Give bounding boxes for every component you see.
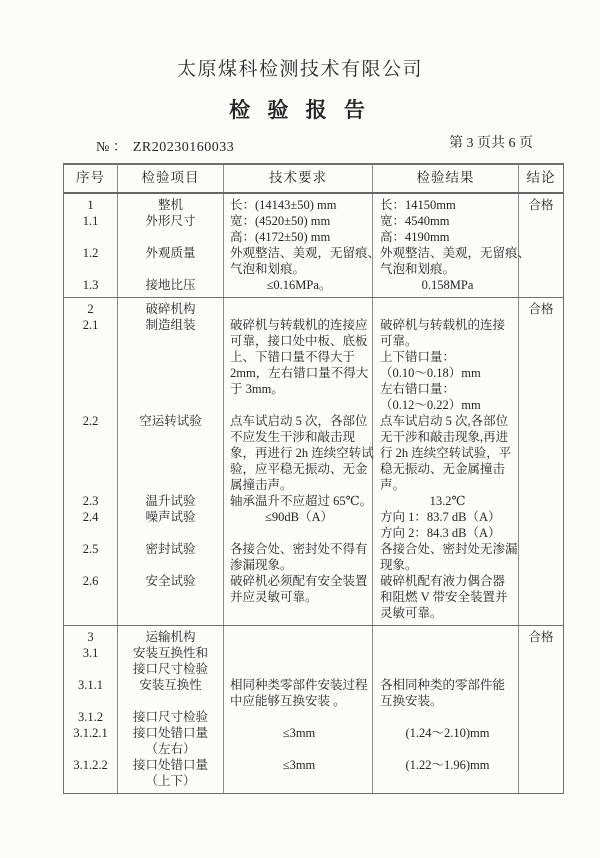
- item-cell: 密封试验: [145, 542, 196, 556]
- item-cell: 整机: [157, 198, 183, 212]
- requirement-cell: ≤3mm: [282, 758, 316, 772]
- serial-cell: [64, 605, 117, 621]
- item-cell: 接口尺寸检验: [132, 662, 208, 676]
- result-cell-column: [373, 194, 531, 297]
- serial-cell: 1.1: [82, 214, 99, 228]
- requirement-cell: 点车试启动 5 次，各部位: [230, 414, 368, 428]
- serial-cell: [64, 429, 117, 445]
- serial-cell: 2.1: [82, 318, 99, 332]
- requirement-cell: [230, 605, 368, 621]
- requirement-cell: 象，再进行 2h 连续空转试: [230, 446, 374, 460]
- requirement-cell: 可靠，接口处中板、底板: [230, 334, 368, 348]
- result-cell: 破碎机与转载机的连接: [380, 318, 506, 332]
- conclusion-cell: [519, 194, 563, 297]
- serial-cell: [64, 741, 117, 757]
- report-meta: [0, 136, 600, 156]
- requirement-cell: ≤0.16MPa。: [266, 278, 332, 292]
- requirement-cell: ≤90dB（A）: [265, 510, 333, 524]
- requirement-cell: 属撞击声。: [230, 478, 293, 492]
- result-cell-column: [373, 626, 519, 793]
- item-cell: [118, 381, 223, 397]
- item-cell: [118, 605, 223, 621]
- result-cell: 方向 1：83.7 dB（A）: [380, 510, 501, 524]
- conclusion-cell: [519, 626, 563, 793]
- requirement-cell: [230, 709, 368, 725]
- item-cell-column: [118, 626, 224, 793]
- table-section: [64, 626, 563, 793]
- result-cell: 稳无振动、无金属撞击: [380, 462, 506, 476]
- requirement-cell: 破碎机与转载机的连接应: [230, 318, 368, 332]
- requirement-cell: 相同种类零部件安装过程: [230, 678, 368, 692]
- item-cell: 接口尺寸检验: [132, 710, 208, 724]
- requirement-cell: [230, 397, 368, 413]
- item-cell: 制造组装: [145, 318, 196, 332]
- serial-cell: [64, 445, 117, 461]
- serial-cell: [64, 557, 117, 573]
- report-title: 检 验 报 告: [229, 98, 371, 122]
- requirement-cell: 不应发生干涉和敲击现: [230, 430, 356, 444]
- requirement-cell: 宽：(4520±50) mm: [230, 214, 331, 228]
- requirement-cell: [230, 301, 368, 317]
- result-cell: [380, 661, 515, 677]
- serial-cell: 3: [87, 630, 94, 644]
- serial-cell: 3.1.2.2: [73, 758, 108, 772]
- table-body: [64, 194, 563, 793]
- item-cell: 安全试验: [145, 574, 196, 588]
- item-cell: 安装互换性和: [132, 646, 208, 660]
- requirement-cell: [230, 741, 368, 757]
- item-cell: [118, 397, 223, 413]
- requirement-cell: 破碎机必须配有安全装置: [230, 574, 368, 588]
- result-cell: 可靠。: [380, 334, 418, 348]
- requirement-cell: ≤3mm: [282, 726, 316, 740]
- requirement-cell-column: [224, 626, 373, 793]
- result-cell: (1.22～1.96)mm: [405, 758, 490, 772]
- requirement-cell: 于 3mm。: [230, 382, 284, 396]
- serial-cell: 1.3: [82, 278, 99, 292]
- item-cell: 噪声试验: [145, 510, 196, 524]
- requirement-cell: 高：(4172±50) mm: [230, 230, 331, 244]
- item-cell: （左右）: [145, 742, 196, 756]
- result-cell: 破碎机配有液力偶合器: [380, 574, 506, 588]
- item-cell: [118, 445, 223, 461]
- serial-cell: 2.6: [82, 574, 99, 588]
- serial-cell: 2.5: [82, 542, 99, 556]
- serial-cell-column: [64, 194, 118, 297]
- item-cell: [118, 365, 223, 381]
- result-cell: [380, 773, 515, 789]
- serial-cell: 3.1: [82, 646, 99, 660]
- item-cell: [118, 429, 223, 445]
- table-section: [64, 298, 563, 626]
- result-cell: 方向 2：84.3 dB（A）: [380, 526, 501, 540]
- serial-cell: [64, 397, 117, 413]
- result-cell: 各相同种类的零部件能: [380, 678, 506, 692]
- result-cell: 行 2h 连续空转试验，平: [380, 446, 512, 460]
- serial-cell: [64, 381, 117, 397]
- item-cell: [118, 693, 223, 709]
- requirement-cell: 轴承温升不应超过 65℃。: [230, 494, 373, 508]
- requirement-cell: [230, 629, 368, 645]
- item-cell: 温升试验: [145, 494, 196, 508]
- serial-cell-column: [64, 626, 118, 793]
- result-cell: 上下错口量：: [380, 350, 456, 364]
- item-cell: [118, 261, 223, 277]
- item-cell: 接地比压: [145, 278, 196, 292]
- serial-cell: 3.1.1: [78, 678, 103, 692]
- result-cell: 0.158MPa: [421, 278, 474, 292]
- requirement-cell-column: [224, 194, 381, 297]
- item-cell: [118, 349, 223, 365]
- column-header: 序号: [64, 165, 118, 192]
- serial-cell: 2.3: [82, 494, 99, 508]
- column-header: 检验项目: [118, 165, 224, 192]
- conclusion-value: 合格: [528, 302, 554, 316]
- result-cell: [380, 629, 515, 645]
- serial-cell: [64, 461, 117, 477]
- result-cell: [380, 709, 515, 725]
- item-cell: 破碎机构: [145, 302, 196, 316]
- column-header: 检验结果: [373, 165, 519, 192]
- item-cell: 外观质量: [145, 246, 196, 260]
- serial-cell: [64, 773, 117, 789]
- serial-cell: 1: [87, 198, 94, 212]
- requirement-cell: 中应能够互换安装 。: [230, 694, 346, 708]
- column-header: 技术要求: [224, 165, 373, 192]
- column-header: 结论: [526, 170, 556, 185]
- item-cell: [118, 229, 223, 245]
- item-cell: 外形尺寸: [145, 214, 196, 228]
- result-cell: 和阻燃 V 带安全装置并: [380, 590, 508, 604]
- serial-cell: [64, 525, 117, 541]
- report-number-label: № ：: [96, 140, 127, 155]
- result-cell-column: [373, 298, 519, 625]
- result-cell: 13.2℃: [429, 494, 466, 508]
- requirement-cell: [230, 661, 368, 677]
- item-cell: 接口处错口量: [132, 726, 208, 740]
- conclusion-cell: [519, 298, 563, 625]
- item-cell-column: [118, 298, 224, 625]
- serial-cell: [64, 261, 117, 277]
- result-cell: [380, 741, 515, 757]
- serial-cell: 3.1.2: [78, 710, 103, 724]
- requirement-cell: [230, 645, 368, 661]
- result-cell: 长：14150mm: [380, 198, 456, 212]
- item-cell: [118, 589, 223, 605]
- report-number-value: ZR20230160033: [132, 140, 235, 155]
- item-cell: [118, 333, 223, 349]
- requirement-cell: 气泡和划痕。: [230, 262, 306, 276]
- item-cell: 运输机构: [145, 630, 196, 644]
- result-cell: 点车试启动 5 次,各部位: [380, 414, 509, 428]
- inspection-table: [63, 163, 564, 794]
- table-header-row: [64, 165, 563, 194]
- serial-cell: 2.2: [82, 414, 99, 428]
- serial-cell: [64, 229, 117, 245]
- requirement-cell: 各接合处、密封处不得有: [230, 542, 368, 556]
- requirement-cell: 长：(14143±50) mm: [230, 198, 337, 212]
- company-name: 太原煤科检测技术有限公司: [176, 59, 423, 80]
- conclusion-value: 合格: [528, 630, 554, 644]
- serial-cell-column: [64, 298, 118, 625]
- result-cell: （0.12～0.22）mm: [380, 398, 481, 412]
- result-cell: 宽：4540mm: [380, 214, 450, 228]
- requirement-cell: [230, 773, 368, 789]
- result-cell: (1.24～2.10)mm: [405, 726, 490, 740]
- result-cell: 高：4190mm: [380, 230, 450, 244]
- serial-cell: [64, 365, 117, 381]
- conclusion-value: 合格: [528, 198, 554, 212]
- item-cell: [118, 461, 223, 477]
- serial-cell: 3.1.2.1: [73, 726, 108, 740]
- serial-cell: 2.4: [82, 510, 99, 524]
- item-cell: [118, 525, 223, 541]
- report-number: [96, 136, 234, 156]
- table-section: [64, 194, 563, 298]
- page-number: 第 3 页共 6 页: [449, 136, 533, 151]
- result-cell: 灵敏可靠。: [380, 606, 443, 620]
- item-cell: （上下）: [145, 774, 196, 788]
- serial-cell: 1.2: [82, 246, 99, 260]
- result-cell: 各接合处、密封处无渗漏: [380, 542, 518, 556]
- requirement-cell: 2mm，左右错口量不得大: [230, 366, 369, 380]
- result-cell: 无干涉和敲击现象,再进: [380, 430, 509, 444]
- result-cell: 气泡和划痕。: [380, 262, 456, 276]
- result-cell: 声。: [380, 478, 406, 492]
- requirement-cell: 上、下错口量不得大于: [230, 350, 356, 364]
- requirement-cell: 并应灵敏可靠。: [230, 590, 318, 604]
- item-cell: [118, 557, 223, 573]
- requirement-cell: [230, 525, 368, 541]
- requirement-cell: 渗漏现象。: [230, 558, 293, 572]
- result-cell: （0.10～0.18）mm: [380, 366, 481, 380]
- serial-cell: [64, 693, 117, 709]
- item-cell-column: [118, 194, 224, 297]
- serial-cell: [64, 589, 117, 605]
- serial-cell: [64, 661, 117, 677]
- requirement-cell: 验，应平稳无振动、无金: [230, 462, 368, 476]
- item-cell: 空运转试验: [139, 414, 202, 428]
- result-cell: [380, 645, 515, 661]
- result-cell: [380, 301, 515, 317]
- item-cell: 安装互换性: [139, 678, 202, 692]
- serial-cell: 2: [87, 302, 94, 316]
- requirement-cell: 外观整洁、美观，无留痕、: [230, 246, 381, 260]
- serial-cell: [64, 349, 117, 365]
- requirement-cell-column: [224, 298, 373, 625]
- item-cell: [118, 477, 223, 493]
- item-cell: 接口处错口量: [132, 758, 208, 772]
- result-cell: 左右错口量：: [380, 382, 456, 396]
- result-cell: 互换安装。: [380, 694, 443, 708]
- result-cell: 现象。: [380, 558, 418, 572]
- serial-cell: [64, 333, 117, 349]
- result-cell: 外观整洁、美观，无留痕、: [380, 246, 531, 260]
- serial-cell: [64, 477, 117, 493]
